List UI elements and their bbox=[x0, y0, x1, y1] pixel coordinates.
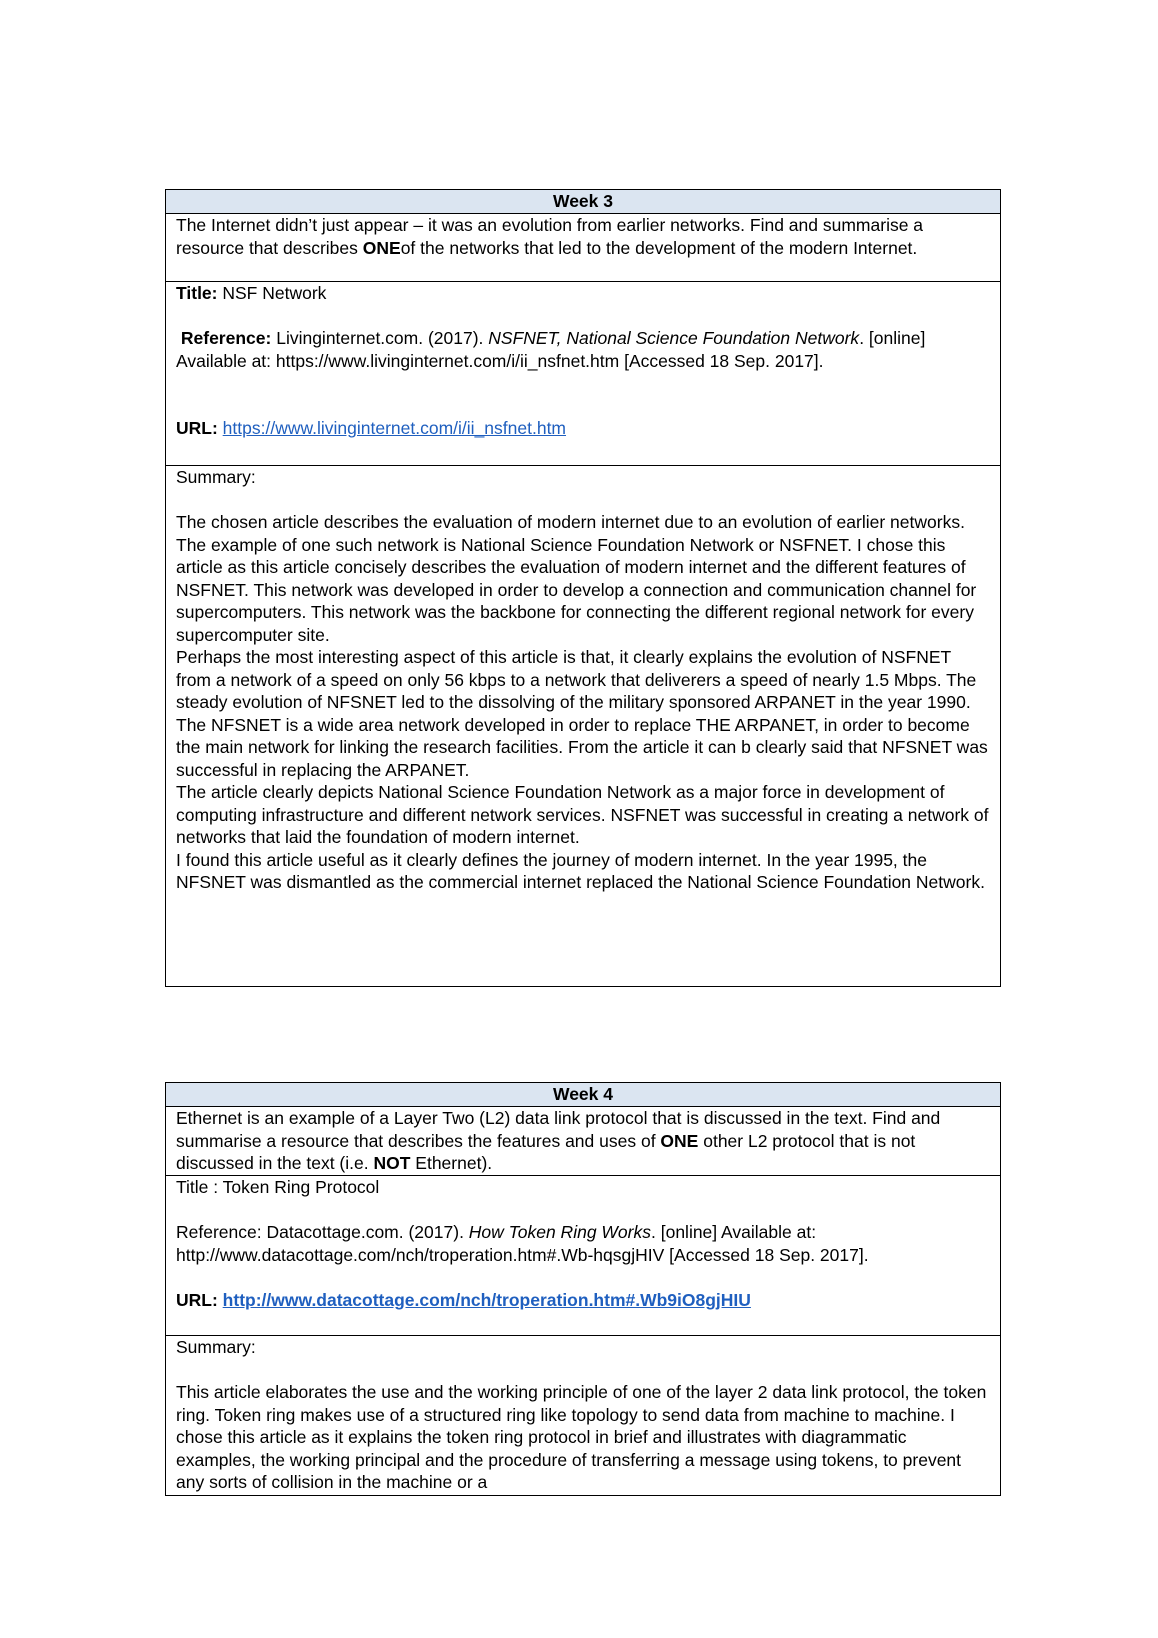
week-3-url-link[interactable]: https://www.livinginternet.com/i/ii_nsfnet.htm bbox=[222, 418, 567, 438]
week-3-summary-paragraph: The article clearly depicts National Science Foundation Network as a major force in development of computing infrastructure and different network services. NSFNET was successful in creating a network of networks that laid the foundation of modern internet. bbox=[176, 782, 989, 847]
week-3-summary-paragraph: I found this article useful as it clearly defines the journey of modern internet. In the year 1995, the NFSNET was dismantled as the commercial internet replaced the National Science Foundation Network. bbox=[176, 849, 985, 892]
week-4-summary-paragraph: This article elaborates the use and the working principle of one of the layer 2 data link protocol, the token ring. Token ring makes use of a structured ring like topology to send data from machine to machine. I chose this article as it explains the token ring protocol in brief and illustrates with diagrammatic examples, the working principal and the procedure of transferring a message using tokens, to prevent any sorts of collision in the machine or a bbox=[176, 1382, 987, 1492]
week-3-reference: Reference: Livinginternet.com. (2017). NSFNET, National Science Foundation Network. [online] Available at: https://www.livinginternet.com/i/ii_nsfnet.htm [Accessed 18 Sep. 2017]. bbox=[176, 328, 926, 371]
week-4-reference-cell bbox=[166, 1176, 1000, 1336]
week-4-title: Title : Token Ring Protocol bbox=[176, 1177, 380, 1197]
week-3-reference-cell bbox=[166, 282, 1000, 466]
week-3-heading: Week 3 bbox=[166, 190, 1000, 214]
week-4-url-line: URL: http://www.datacottage.com/nch/troperation.htm#.Wb9iO8gjHIU bbox=[176, 1289, 751, 1310]
week-3-summary-label: Summary: bbox=[176, 467, 256, 487]
week-3-table bbox=[165, 189, 1001, 987]
week-4-reference: Reference: Datacottage.com. (2017). How Token Ring Works. [online] Available at: http://www.datacottage.com/nch/troperation.htm#.Wb-hqsgjHIV [Accessed 18 Sep. 2017]. bbox=[176, 1222, 869, 1265]
week-3-summary-paragraph: Perhaps the most interesting aspect of this article is that, it clearly explains the evolution of NSFNET from a network of a speed on only 56 kbps to a network that deliverers a speed of nearly 1.5 Mbps. The steady evolution of NFSNET led to the dissolving of the military sponsored ARPANET in the year 1990. The NFSNET is a wide area network developed in order to replace THE ARPANET, in order to become the main network for linking the research facilities. From the article it can b clearly said that NFSNET was successful in replacing the ARPANET. bbox=[176, 647, 988, 780]
week-3-title: Title: NSF Network bbox=[176, 283, 327, 303]
week-4-table bbox=[165, 1082, 1001, 1496]
week-4-url-link[interactable]: http://www.datacottage.com/nch/troperation.htm#.Wb9iO8gjHIU bbox=[222, 1289, 751, 1310]
week-3-summary-paragraph: The chosen article describes the evaluation of modern internet due to an evolution of earlier networks. The example of one such network is National Science Foundation Network or NSFNET. I chose this article as this article concisely describes the evaluation of modern internet and the different features of NSFNET. This network was developed in order to develop a connection and communication channel for supercomputers. This network was the backbone for connecting the different regional network for every supercomputer site. bbox=[176, 512, 977, 645]
week-3-url-line: URL: https://www.livinginternet.com/i/ii_nsfnet.htm bbox=[176, 418, 567, 438]
week-3-prompt: The Internet didn’t just appear – it was an evolution from earlier networks. Find and summarise a resource that describes ONEof the networks that led to the development of the modern Internet. bbox=[166, 214, 1000, 282]
week-4-prompt: Ethernet is an example of a Layer Two (L2) data link protocol that is discussed in the text. Find and summarise a resource that describes the features and uses of ONE other L2 protocol that is not discussed in the text (i.e. NOT Ethernet). bbox=[166, 1107, 1000, 1176]
week-4-summary-label: Summary: bbox=[176, 1337, 256, 1357]
week-4-heading: Week 4 bbox=[166, 1083, 1000, 1107]
week-3-summary-cell bbox=[166, 466, 1000, 985]
week-4-summary-cell bbox=[166, 1336, 1000, 1496]
